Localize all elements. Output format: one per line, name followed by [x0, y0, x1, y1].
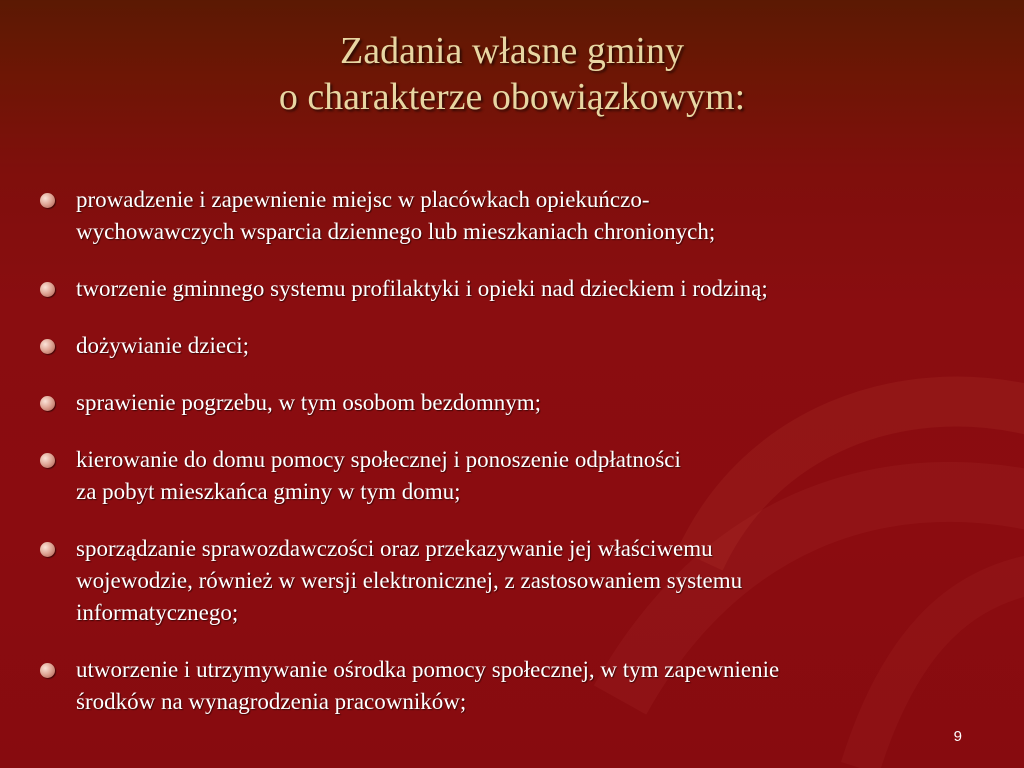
bullet-dot-icon	[40, 542, 55, 557]
bullet-text-line: prowadzenie i zapewnienie miejsc w placówkach opiekuńczo-	[76, 187, 650, 212]
bullet-dot-icon	[40, 396, 55, 411]
bullet-item	[0, 444, 1024, 508]
bullet-text-line: kierowanie do domu pomocy społecznej i ponoszenie odpłatności	[76, 447, 681, 472]
bullet-text-line: sporządzanie sprawozdawczości oraz przekazywanie jej właściwemu	[76, 536, 713, 561]
bullet-item	[0, 273, 1024, 305]
bullet-item	[0, 184, 1024, 248]
bullet-dot-icon	[40, 282, 55, 297]
bullet-dot-icon	[40, 663, 55, 678]
bullet-dot-icon	[40, 193, 55, 208]
bullet-dot-icon	[40, 339, 55, 354]
bullet-text-line: tworzenie gminnego systemu profilaktyki i opieki nad dzieckiem i rodziną;	[76, 276, 768, 301]
bullet-text-line: dożywianie dzieci;	[76, 333, 250, 358]
bullet-item	[0, 330, 1024, 362]
slide-title-line-1: Zadania własne gminy	[339, 30, 684, 72]
bullet-text-line: za pobyt mieszkańca gminy w tym domu;	[76, 479, 461, 504]
bullet-text-line: informatycznego;	[76, 600, 239, 625]
bullet-item	[0, 533, 1024, 629]
bullet-text-line: środków na wynagrodzenia pracowników;	[76, 689, 467, 714]
page-number: 9	[953, 728, 962, 745]
bullet-text-line: utworzenie i utrzymywanie ośrodka pomocy społecznej, w tym zapewnienie	[76, 657, 780, 682]
slide-title	[0, 28, 1024, 120]
slide-title-line-2: o charakterze obowiązkowym:	[278, 76, 746, 118]
bullet-list	[0, 184, 1024, 718]
bullet-dot-icon	[40, 453, 55, 468]
bullet-item	[0, 654, 1024, 718]
bullet-text-line: sprawienie pogrzebu, w tym osobom bezdomnym;	[76, 390, 542, 415]
bullet-item	[0, 387, 1024, 419]
bullet-text-line: wychowawczych wsparcia dziennego lub mieszkaniach chronionych;	[76, 219, 716, 244]
bullet-text-line: wojewodzie, również w wersji elektronicznej, z zastosowaniem systemu	[76, 568, 743, 593]
